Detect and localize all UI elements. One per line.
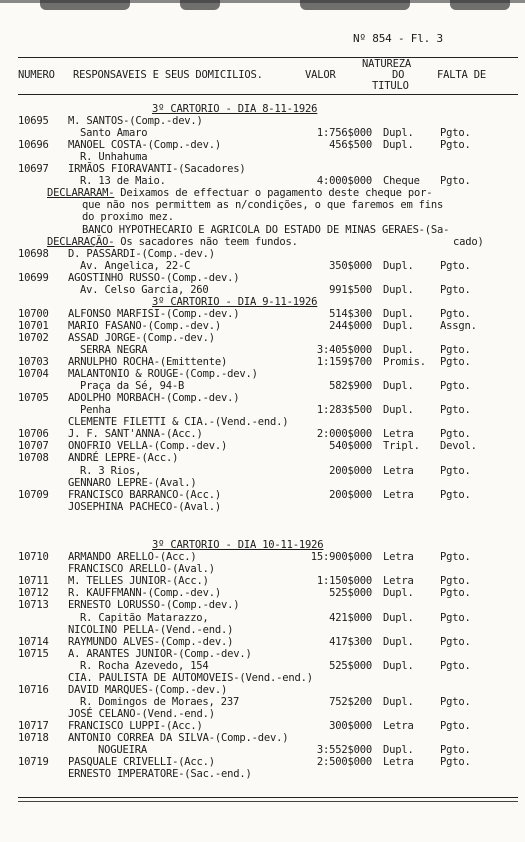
entry-name: NICOLINO PELLA-(Vend.-end.) <box>68 623 234 636</box>
entry-value: 200$000 <box>329 464 372 477</box>
declaration-text: Deixamos de effectuar o pagamento deste cheque por- <box>114 187 433 200</box>
entry-name: ADOLPHO MORBACH-(Comp.-dev.) <box>68 392 240 405</box>
entry-falta: Pgto. <box>440 259 471 272</box>
col-natureza-3: TITULO <box>372 80 409 92</box>
entry-name: PASQUALE CRIVELLI-(Acc.) <box>68 756 215 769</box>
entry-name: SERRA NEGRA <box>80 344 148 356</box>
entry-value: 3:552$000 <box>316 744 372 757</box>
entry-number: 10705 <box>18 392 49 405</box>
entry-number: 10716 <box>18 683 49 696</box>
entry-number: 10700 <box>18 307 49 320</box>
entry-number: 10710 <box>18 551 49 564</box>
entry-falta: Pgto. <box>440 551 471 564</box>
entry-value: 1:283$500 <box>316 404 372 417</box>
entry-number: 10709 <box>18 488 49 501</box>
section-heading: 3º CARTORIO - DIA 10-11-1926 <box>152 539 324 552</box>
scan-mark <box>300 0 410 10</box>
entry-falta: Pgto. <box>440 756 471 769</box>
entry-nature: Letra <box>383 575 414 588</box>
entry-nature: Letra <box>383 551 414 564</box>
col-natureza-1: NATUREZA <box>362 58 411 70</box>
entry-number: 10713 <box>18 599 49 612</box>
entry-nature: Dupl. <box>383 659 414 672</box>
entry-nature: Dupl. <box>383 380 414 393</box>
entry-number: 10714 <box>18 635 49 648</box>
entry-number: 10699 <box>18 271 49 284</box>
entry-nature: Dupl. <box>383 635 414 648</box>
entry-number: 10711 <box>18 575 49 588</box>
entry-number: 10719 <box>18 756 49 769</box>
entry-falta: Pgto. <box>440 404 471 417</box>
col-numero: NUMERO <box>18 69 55 81</box>
entry-falta: Pgto. <box>440 139 471 152</box>
entry-number: 10695 <box>18 115 49 128</box>
entry-name: ANTONIO CORREA DA SILVA-(Comp.-dev.) <box>68 732 289 744</box>
entry-number: 10702 <box>18 331 49 344</box>
entry-value: 540$000 <box>329 440 372 453</box>
entry-name: A. ARANTES JUNIOR-(Comp.-dev.) <box>68 647 252 660</box>
header-bottom-rule <box>18 94 518 95</box>
declaration-text: que não nos permittem as n/condições, o que faremos em fins <box>82 199 444 212</box>
entry-falta: Pgto. <box>440 356 471 369</box>
entry-name: M. SANTOS-(Comp.-dev.) <box>68 115 203 128</box>
entry-value: 514$300 <box>329 307 372 320</box>
entry-number: 10696 <box>18 139 49 152</box>
entry-name: FRANCISCO LUPPI-(Acc.) <box>68 719 203 732</box>
entry-falta: Pgto. <box>440 635 471 648</box>
entry-name: IRMÃOS FIORAVANTI-(Sacadores) <box>68 163 246 176</box>
entry-number: 10697 <box>18 163 49 176</box>
entry-name: ERNESTO IMPERATORE-(Sac.-end.) <box>68 768 252 781</box>
entry-name: JOSEPHINA PACHECO-(Aval.) <box>68 500 222 513</box>
declaration-tail: cado) <box>453 235 484 248</box>
entry-falta: Pgto. <box>440 695 471 708</box>
entry-value: 15:900$000 <box>310 551 372 564</box>
entry-falta: Pgto. <box>440 380 471 393</box>
entry-falta: Pgto. <box>440 127 471 140</box>
entry-nature: Dupl. <box>383 259 414 272</box>
entry-name: M. TELLES JUNIOR-(Acc.) <box>68 575 209 588</box>
entry-name: Penha <box>80 404 111 417</box>
entry-value: 525$000 <box>329 659 372 672</box>
entry-name: Praça da Sé, 94-B <box>80 380 185 393</box>
entry-falta: Pgto. <box>440 428 471 441</box>
entry-name: R. 13 de Maio. <box>80 175 166 188</box>
entry-name: R. Unhahuma <box>80 151 148 164</box>
entry-value: 244$000 <box>329 319 372 332</box>
entry-number: 10717 <box>18 719 49 732</box>
col-valor: VALOR <box>305 69 336 81</box>
entry-name: ARNULPHO ROCHA-(Emittente) <box>68 356 228 369</box>
entry-falta: Pgto. <box>440 575 471 588</box>
entry-name: Santo Amaro <box>80 127 148 140</box>
entry-name: DAVID MARQUES-(Comp.-dev.) <box>68 683 228 696</box>
entry-value: 1:756$000 <box>316 127 372 140</box>
entry-nature: Dupl. <box>383 695 414 708</box>
entry-value: 200$000 <box>329 488 372 501</box>
entry-falta: Pgto. <box>440 283 471 296</box>
entry-name: CIA. PAULISTA DE AUTOMOVEIS-(Vend.-end.) <box>68 671 313 684</box>
entry-number: 10706 <box>18 428 49 441</box>
entry-value: 421$000 <box>329 611 372 624</box>
entry-name: R. 3 Rios, <box>80 464 142 477</box>
entry-number: 10703 <box>18 356 49 369</box>
declaration-label: DECLARARAM- <box>47 187 115 200</box>
entry-nature: Dupl. <box>383 307 414 320</box>
entry-name: ONOFRIO VELLA-(Comp.-dev.) <box>68 440 228 453</box>
col-falta: FALTA DE <box>437 69 486 81</box>
entry-value: 1:150$000 <box>316 575 372 588</box>
entry-name: RAYMUNDO ALVES-(Comp.-dev.) <box>68 635 234 648</box>
entry-name: MARIO FASANO-(Comp.-dev.) <box>68 319 222 332</box>
entry-number: 10712 <box>18 587 49 600</box>
section-heading: 3º CARTORIO - DIA 8-11-1926 <box>152 103 318 115</box>
entry-nature: Dupl. <box>383 319 414 332</box>
entry-name: ALFONSO MARFISI-(Comp.-dev.) <box>68 307 240 320</box>
entry-nature: Dupl. <box>383 139 414 152</box>
entry-name: MANOEL COSTA-(Comp.-dev.) <box>68 139 222 152</box>
entry-name: Av. Celso Garcia, 260 <box>80 283 209 296</box>
entry-value: 456$500 <box>329 139 372 152</box>
entry-nature: Letra <box>383 464 414 477</box>
col-responsaveis: RESPONSAVEIS E SEUS DOMICILIOS. <box>73 69 263 81</box>
entry-nature: Tripl. <box>383 440 420 453</box>
entry-name: NOGUEIRA <box>98 744 147 757</box>
entry-name: ERNESTO LORUSSO-(Comp.-dev.) <box>68 599 240 612</box>
entry-value: 2:500$000 <box>316 756 372 769</box>
entry-falta: Pgto. <box>440 464 471 477</box>
entry-value: 582$900 <box>329 380 372 393</box>
entry-value: 991$500 <box>329 283 372 296</box>
entry-value: 300$000 <box>329 719 372 732</box>
entry-name: ARMANDO ARELLO-(Acc.) <box>68 551 197 564</box>
entry-name: CLEMENTE FILETTI & CIA.-(Vend.-end.) <box>68 416 289 429</box>
entry-name: R. Rocha Azevedo, 154 <box>80 659 209 672</box>
entry-falta: Pgto. <box>440 175 471 188</box>
entry-value: 1:159$700 <box>316 356 372 369</box>
entry-falta: Pgto. <box>440 659 471 672</box>
entry-nature: Dupl. <box>383 127 414 140</box>
entry-falta: Pgto. <box>440 719 471 732</box>
entry-number: 10715 <box>18 647 49 660</box>
scan-mark <box>180 0 220 10</box>
entry-number: 10704 <box>18 368 49 381</box>
entry-name: J. F. SANT'ANNA-(Acc.) <box>68 428 203 441</box>
header-top-rule <box>18 57 518 58</box>
scan-mark <box>450 0 510 10</box>
entry-nature: Dupl. <box>383 283 414 296</box>
entry-name: R. Domingos de Moraes, 237 <box>80 695 240 708</box>
entry-name: FRANCISCO BARRANCO-(Acc.) <box>68 488 222 501</box>
entry-value: 525$000 <box>329 587 372 600</box>
page-bottom-rule <box>18 797 518 798</box>
entry-nature: Cheque <box>383 175 420 188</box>
entry-name: ANDRÉ LEPRE-(Acc.) <box>68 452 179 465</box>
entry-value: 350$000 <box>329 259 372 272</box>
declaration-text: do proximo mez. <box>82 211 174 224</box>
entry-nature: Dupl. <box>383 611 414 624</box>
entry-nature: Letra <box>383 488 414 501</box>
entry-nature: Dupl. <box>383 744 414 757</box>
entry-name: R. Capitão Matarazzo, <box>80 611 209 624</box>
scan-mark <box>40 0 130 10</box>
entry-nature: Dupl. <box>383 344 414 356</box>
entry-falta: Assgn. <box>440 319 477 332</box>
entry-value: 752$200 <box>329 695 372 708</box>
entry-value: 4:000$000 <box>316 175 372 188</box>
entry-value: 2:000$000 <box>316 428 372 441</box>
entry-name: R. KAUFFMANN-(Comp.-dev.) <box>68 587 222 600</box>
section-heading: 3º CARTORIO - DIA 9-11-1926 <box>152 295 318 308</box>
entry-falta: Pgto. <box>440 744 471 757</box>
entry-falta: Pgto. <box>440 307 471 320</box>
entry-nature: Dupl. <box>383 587 414 600</box>
entry-number: 10701 <box>18 319 49 332</box>
entry-name: D. PASSARDI-(Comp.-dev.) <box>68 247 215 260</box>
entry-name: ASSAD JORGE-(Comp.-dev.) <box>68 331 215 344</box>
sheet-reference: Nº 854 - Fl. 3 <box>353 32 443 45</box>
entry-number: 10707 <box>18 440 49 453</box>
entry-falta: Pgto. <box>440 611 471 624</box>
entry-name: MALANTONIO & ROUGE-(Comp.-dev.) <box>68 368 258 381</box>
entry-name: GENNARO LEPRE-(Aval.) <box>68 476 197 489</box>
entry-name: AGOSTINHO RUSSO-(Comp.-dev.) <box>68 271 240 284</box>
entry-name: JOSÉ CELANO-(Vend.-end.) <box>68 707 215 720</box>
entry-name: FRANCISCO ARELLO-(Aval.) <box>68 563 215 576</box>
entry-nature: Letra <box>383 719 414 732</box>
entry-nature: Dupl. <box>383 404 414 417</box>
institution-line: BANCO HYPOTHECARIO E AGRICOLA DO ESTADO DE MINAS GERAES-(Sa- <box>82 223 450 236</box>
entry-nature: Letra <box>383 756 414 769</box>
page-bottom-rule-lower <box>18 801 518 802</box>
declaration-label: DECLARAÇÃO- <box>47 235 115 248</box>
entry-nature: Promis. <box>383 356 426 369</box>
entry-number: 10718 <box>18 732 49 744</box>
entry-number: 10708 <box>18 452 49 465</box>
entry-name: Av. Angelica, 22-C <box>80 259 191 272</box>
entry-falta: Devol. <box>440 440 477 453</box>
declaration-text: Os sacadores não teem fundos. <box>114 235 298 248</box>
entry-nature: Letra <box>383 428 414 441</box>
entry-falta: Pgto. <box>440 344 471 356</box>
entry-number: 10698 <box>18 247 49 260</box>
entry-falta: Pgto. <box>440 488 471 501</box>
col-natureza-2: DO <box>392 69 405 81</box>
entry-value: 417$300 <box>329 635 372 648</box>
entry-value: 3:405$000 <box>316 344 372 356</box>
entry-falta: Pgto. <box>440 587 471 600</box>
